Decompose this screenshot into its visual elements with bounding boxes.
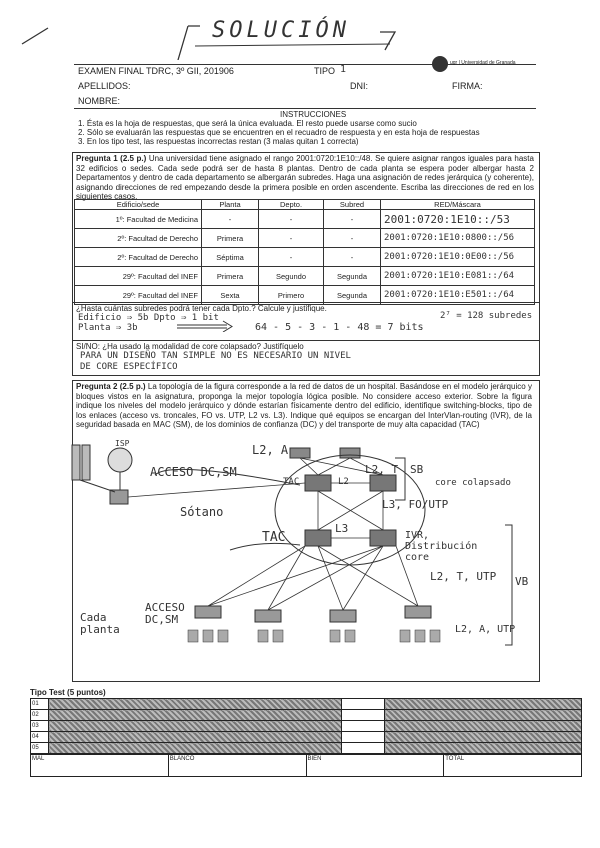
isp-cloud-icon [108, 448, 132, 472]
cell: - [259, 248, 324, 267]
annot-tac: TAC [262, 530, 286, 545]
top-switch [340, 448, 360, 458]
access-switch [405, 606, 431, 618]
cell: 29º: Facultad del INEF [75, 267, 202, 286]
cell: 2º: Facultad de Derecho [75, 229, 202, 248]
subq1-answer-c: 64 - 5 - 3 - 1 - 48 = 7 bits [255, 322, 424, 333]
col-header: Edificio/sede [75, 200, 202, 210]
annot-l3: L3 [335, 522, 349, 535]
annot-acceso-bottom: ACCESO DC,SM [145, 601, 185, 626]
annot-tac-small: TAC [283, 477, 300, 487]
cell: - [259, 210, 324, 229]
annot-vb: VB [515, 575, 529, 588]
core-switch [305, 475, 331, 491]
firma-label: FIRMA: [452, 81, 483, 91]
cell: Segunda [324, 286, 381, 305]
distribution-switch [305, 530, 331, 546]
distribution-switch [370, 530, 396, 546]
answer-cell: 2001:0720:1E10:0E00::/56 [381, 248, 535, 267]
annot-l2t: L2, T [365, 463, 399, 476]
col-header: RED/Máscara [381, 200, 535, 210]
score-mal: MAL [31, 755, 169, 777]
row-label: 04 [31, 732, 49, 743]
exam-title: EXAMEN FINAL TDRC, 3º GII, 201906 [78, 66, 234, 76]
subq1-answer-a: Edificio ⇒ 5b Dpto ⇒ 1 bit [78, 313, 219, 323]
subquestion1: ¿Hasta cuántas subredes podrá tener cada Dpto.? Calcule y justifique. [76, 304, 327, 313]
answer-cell: 2001:0720:1E10::/53 [381, 210, 535, 229]
cell: - [259, 229, 324, 248]
annot-l2-small: L2 [338, 477, 349, 487]
annot-core-colapsado: core colapsado [435, 478, 511, 488]
score-bien: BIEN [306, 755, 444, 777]
row-label: 02 [31, 710, 49, 721]
instruction-item: 3. En los tipo test, las respuestas incorrectas restan (3 malas quitan 1 correcta) [78, 137, 359, 146]
annot-sb: SB [410, 463, 424, 476]
subq2-answer-b: DE CORE ESPECÍFICO [80, 362, 178, 372]
tipo-test-grid [30, 698, 582, 777]
tipo-value: 1 [340, 64, 347, 75]
row-label: 05 [31, 743, 49, 754]
cell: - [324, 210, 381, 229]
table-row [75, 210, 535, 229]
row-label: 03 [31, 721, 49, 732]
col-header: Subred [324, 200, 381, 210]
cell: Segunda [324, 267, 381, 286]
question2-statement [76, 382, 532, 430]
core-switch [370, 475, 396, 491]
annot-top-links: L2, A [252, 443, 289, 457]
instruction-item: 2. Sólo se evaluarán las respuestas que se encuentren en el recuadro de respuesta y en esta hoja de respuestas [78, 128, 480, 137]
cell: - [324, 229, 381, 248]
cell: 29º: Facultad del INEF [75, 286, 202, 305]
question1-table [74, 199, 535, 305]
annot-l2tutp: L2, T, UTP [430, 570, 497, 583]
table-row [75, 248, 535, 267]
cell: Sexta [202, 286, 259, 305]
cell: Séptima [202, 248, 259, 267]
cell: 2º: Facultad de Derecho [75, 248, 202, 267]
annot-acceso-top: ACCESO DC,SM [150, 465, 237, 479]
tipo-test-title: Tipo Test (5 puntos) [30, 688, 106, 697]
server-icon [82, 445, 90, 480]
server-icon [72, 445, 80, 480]
answer-cell: 2001:0720:1E10:E081::/64 [381, 267, 535, 286]
nombre-label: NOMBRE: [78, 96, 121, 106]
col-header: Depto. [259, 200, 324, 210]
table-row [75, 229, 535, 248]
score-total: TOTAL [444, 755, 582, 777]
access-switch [255, 610, 281, 622]
annot-cada-planta: Cada planta [80, 611, 120, 636]
subquestion2: SI/NO: ¿Ha usado la modalidad de core colapsado? Justifíquelo [76, 342, 304, 351]
cell: Segundo [259, 267, 324, 286]
annot-l2autp: L2, A, UTP [455, 624, 516, 635]
cell: - [324, 248, 381, 267]
instructions-list [78, 119, 538, 146]
university-seal-icon [432, 56, 448, 72]
question1-statement [76, 154, 534, 202]
instructions-heading: INSTRUCCIONES [280, 110, 347, 119]
cell: Primero [259, 286, 324, 305]
subq1-answer-d: 2⁷ = 128 subredes [440, 311, 533, 321]
subq1-answer-b: Planta ⇒ 3b [78, 323, 138, 333]
annot-l3fo: L3, FO/UTP [382, 498, 449, 511]
answer-cell: 2001:0720:1E10:0800::/56 [381, 229, 535, 248]
question1-text: Una universidad tiene asignado el rango 2001:0720:1E10::/48. Se quiere asignar rangos iguales para hasta 32 edificios o sedes. Cada sede podrá ser de hasta 8 plantas. Dentro de cada planta se espera poder albergar hasta 2 Departamentos y dentro de cada departamento se albergarán subredes. Haga una asignación de redes jerárquica (y coherente), asignando direcciones de red empezando desde la primera posible en orden ascendente. Escriba las direcciones de red en los siguientes casos. [76, 154, 534, 201]
question1-title: Pregunta 1 (2.5 p.) [76, 154, 147, 163]
table-row [75, 267, 535, 286]
access-switch [330, 610, 356, 622]
dni-label: DNI: [350, 81, 368, 91]
cell: 1º: Facultad de Medicina [75, 210, 202, 229]
score-blanco: BLANCO [168, 755, 306, 777]
title-solucion: SOLUCIÓN [212, 18, 350, 43]
cell: Primera [202, 267, 259, 286]
instruction-item: 1. Ésta es la hoja de respuestas, que será la única evaluada. El resto puede usarse como sucio [78, 119, 417, 128]
question2-text: La topología de la figura corresponde a la red de datos de un hospital. Basándose en el modelo jerárquico y bloques vistos en la asignatura, proponga la mejor topología lógica posible. No considere acceso exterior. Sobre la figura indique los niveles del modelo jerárquico y dónde estarían físicamente dentro del edificio, identifique switching-blocks, tipo de los enlaces (acceso vs. troncales, FO vs. UTP, L2 vs. L3). Indique qué equipos se encargan del InterVlan-routing (IVR), de la seguridad basada en MAC (SM), de los dominios de confianza (DC) y del transporte de muy alta capacidad (TAC) [76, 382, 532, 429]
cell: - [202, 210, 259, 229]
annot-ivr: IVR, Distribución core [405, 530, 478, 563]
apellidos-label: APELLIDOS: [78, 81, 131, 91]
top-switch [290, 448, 310, 458]
arrow-icon [175, 318, 235, 332]
router-icon [110, 490, 128, 504]
annot-sotano: Sótano [180, 505, 224, 519]
row-label: 01 [31, 699, 49, 710]
university-logo-text: ugr | Universidad de Granada [450, 60, 516, 66]
cell: Primera [202, 229, 259, 248]
answer-cell: 2001:0720:1E10:E501::/64 [381, 286, 535, 305]
col-header: Planta [202, 200, 259, 210]
tipo-label: TIPO [314, 66, 336, 76]
question2-title: Pregunta 2 (2.5 p.) [76, 382, 146, 391]
subq2-answer-a: PARA UN DISEÑO TAN SIMPLE NO ES NECESARIO UN NIVEL [80, 351, 351, 361]
network-diagram [0, 430, 600, 680]
isp-label: ISP [115, 439, 130, 448]
